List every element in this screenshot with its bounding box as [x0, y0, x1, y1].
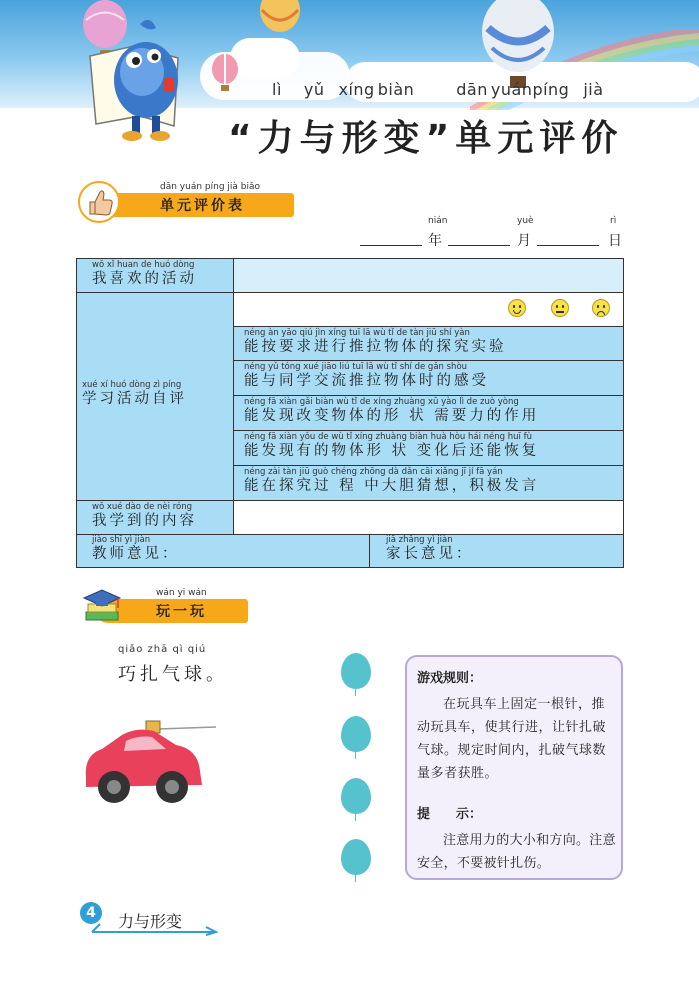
learned-content-cell[interactable] — [233, 500, 624, 534]
thumbs-up-icon — [78, 180, 120, 224]
month-label: 月 — [517, 233, 531, 249]
year-blank[interactable] — [360, 245, 422, 246]
day-label: 日 — [608, 233, 622, 249]
favorite-activity-label: wǒ xǐ huan de huó dòng 我喜欢的活动 — [92, 260, 197, 287]
table-border — [623, 258, 624, 568]
day-blank[interactable] — [537, 245, 599, 246]
cloud-decoration — [230, 38, 300, 78]
footer-unit-title: 力与形变 — [118, 912, 183, 931]
learned-content-label: wǒ xué dào de nèi róng 我学到的内容 — [92, 502, 197, 529]
balloon-icon — [341, 778, 371, 814]
rules-text: 在玩具车上固定一根针，推动玩具车，使其行进，让针扎破气球。规定时间内，扎破气球数量多者获胜。 — [417, 697, 607, 781]
self-eval-item: néng fā xiàn gǎi biàn wù tǐ de xíng zhuàng xū yào lì de zuò yòng 能发现改变物体的形 状 需要力的作用 — [244, 397, 540, 424]
table-divider — [233, 465, 624, 466]
label-column — [76, 258, 233, 500]
month-pinyin: yuè — [517, 216, 534, 226]
favorite-activity-cell[interactable] — [233, 258, 624, 292]
year-pinyin: nián — [428, 216, 448, 226]
rules-title: 游戏规则： — [417, 671, 483, 686]
self-eval-label: xué xí huó dòng zì píng 学习活动自评 — [82, 380, 187, 407]
balloon-icon — [341, 716, 371, 752]
teacher-comment-label[interactable]: jiào shī yì jiàn 教师意见： — [92, 535, 180, 562]
graduation-cap-books-icon — [80, 584, 124, 630]
section-tag-evaluation — [78, 182, 298, 222]
table-divider — [76, 500, 624, 501]
balloon-icon — [341, 653, 371, 689]
section-tag-play — [78, 588, 253, 628]
table-divider — [233, 430, 624, 431]
hot-air-balloon-icon — [258, 0, 302, 40]
self-eval-item: néng fā xiàn yǒu de wù tǐ xíng zhuàng biàn huà hòu hái néng huī fù 能发现有的物体形 状 变化后还能恢复 — [244, 432, 540, 459]
toy-car-icon — [80, 715, 220, 807]
table-divider — [76, 292, 624, 293]
title-pinyin: lì yǔ xíng biàn dān yuánpíng jià — [272, 80, 604, 99]
tag-pinyin: dān yuán píng jià biǎo — [160, 182, 261, 192]
happy-face-icon[interactable] — [508, 299, 526, 317]
hot-air-balloon-icon — [210, 54, 240, 94]
activity-title: 巧扎气球。 — [118, 664, 228, 685]
table-divider — [233, 326, 624, 327]
table-divider — [233, 360, 624, 361]
table-border — [76, 567, 624, 568]
tips-text: 注意用力的大小和方向。注意安全，不要被针扎伤。 — [417, 833, 616, 871]
self-eval-item: néng àn yāo qiú jìn xíng tuī lā wù tǐ de tàn jiū shí yàn 能按要求进行推拉物体的探究实验 — [244, 328, 507, 355]
tag-pinyin: wán yi wán — [156, 588, 207, 598]
balloon-icon — [341, 839, 371, 875]
self-eval-item: néng zài tàn jiū guò chéng zhōng dà dǎn cāi xiǎng jī jí fā yán 能在探究过 程 中大胆猜想，积极发言 — [244, 467, 540, 494]
activity-pinyin: qiǎo zhā qì qiú — [118, 644, 207, 655]
table-border — [76, 258, 77, 568]
tag-label: 单元评价表 — [160, 198, 245, 214]
mascot-reading-book-icon — [82, 16, 202, 146]
day-pinyin: rì — [610, 216, 617, 226]
month-blank[interactable] — [448, 245, 510, 246]
tips-title: 提 示： — [417, 807, 483, 822]
sad-face-icon[interactable] — [592, 299, 610, 317]
table-divider — [233, 395, 624, 396]
table-divider — [369, 534, 370, 568]
table-divider — [233, 258, 234, 534]
page-number: 4 — [80, 902, 102, 924]
year-label: 年 — [428, 233, 442, 249]
date-line — [360, 216, 625, 250]
parent-comment-label[interactable]: jiā zhǎng yì jiàn 家长意见： — [386, 535, 474, 562]
game-rules-box — [405, 655, 623, 880]
table-border — [76, 258, 624, 259]
evaluation-table — [76, 258, 624, 568]
neutral-face-icon[interactable] — [551, 299, 569, 317]
hot-air-balloon-icon — [478, 0, 558, 92]
page-title: “力与形变”单元评价 — [228, 118, 624, 159]
self-eval-item: néng yǔ tóng xué jiāo liú tuī lā wù tǐ shí de gǎn shòu 能与同学交流推拉物体时的感受 — [244, 362, 489, 389]
tag-label: 玩一玩 — [156, 604, 207, 620]
